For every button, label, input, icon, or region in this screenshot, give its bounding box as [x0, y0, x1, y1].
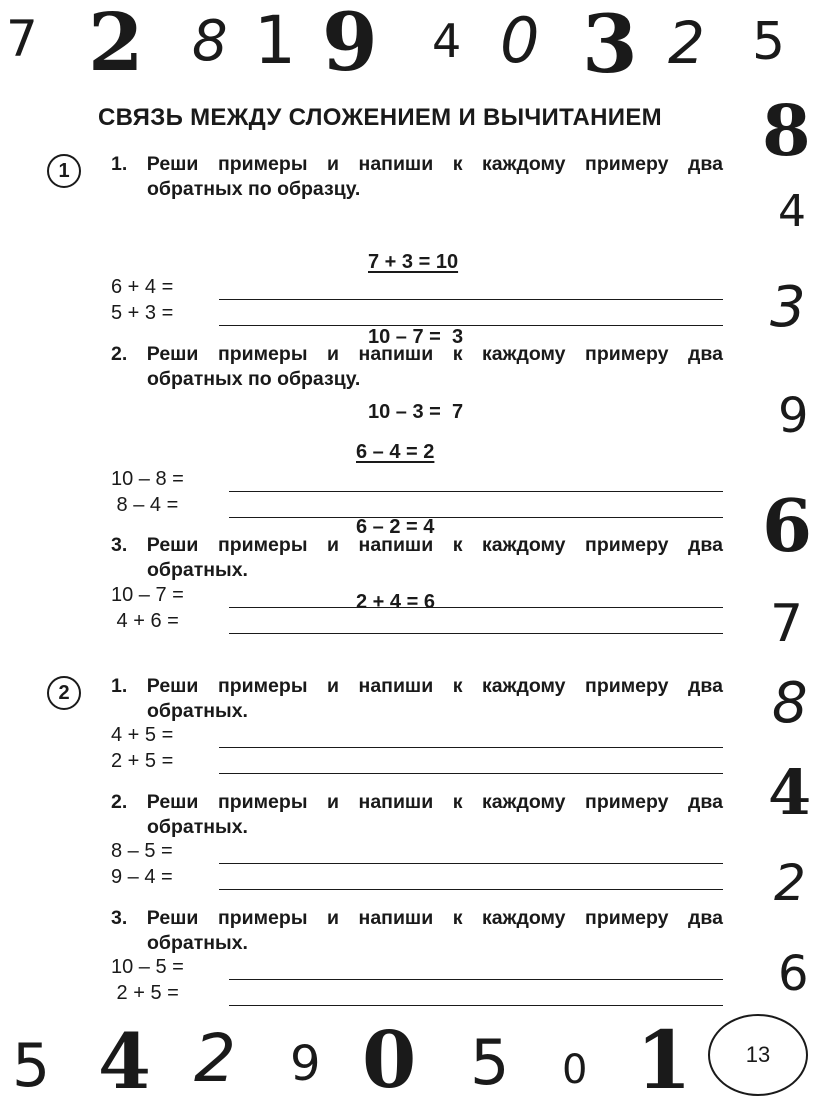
decor-digit: 2 [194, 1020, 236, 1097]
decor-digit: 3 [582, 0, 638, 91]
decor-digit: 4 [768, 756, 812, 829]
answer-row[interactable] [111, 276, 723, 302]
answer-line[interactable] [229, 517, 723, 518]
answer-line[interactable] [219, 747, 723, 748]
answer-row[interactable] [111, 302, 723, 328]
answer-row[interactable] [111, 584, 723, 610]
task-instruction [111, 342, 723, 392]
exercise-number-badge: 2 [47, 676, 81, 710]
exercise-number-badge: 1 [47, 154, 81, 188]
decor-digit: 4 [778, 186, 806, 237]
sample-line: 10 – 3 = 7 [368, 401, 464, 423]
problem-expression: 8 – 5 = [111, 840, 173, 862]
problem-expression: 4 + 6 = [111, 610, 179, 632]
page-title: СВЯЗЬ МЕЖДУ СЛОЖЕНИЕМ И ВЫЧИТАНИЕМ [98, 104, 662, 131]
task-instruction-line: 3. Реши примеры и напиши к каждому примеру два [111, 534, 723, 556]
decor-digit: 8 [192, 9, 228, 74]
problem-expression: 8 – 4 = [111, 494, 179, 516]
decor-digit: 3 [770, 275, 806, 340]
answer-row[interactable] [111, 468, 723, 494]
problem-expression: 9 – 4 = [111, 866, 173, 888]
answer-line[interactable] [219, 299, 723, 300]
decor-digit: 4 [432, 14, 462, 68]
task-instruction-line: 2. Реши примеры и напиши к каждому примеру два [111, 343, 723, 365]
decor-digit: 6 [762, 483, 813, 568]
sample-line: 2 + 4 = 6 [356, 591, 435, 613]
answer-row[interactable] [111, 610, 723, 636]
problem-expression: 2 + 5 = [111, 750, 174, 772]
answer-line[interactable] [219, 863, 723, 864]
decor-digit: 9 [322, 0, 378, 89]
task-instruction-line: обратных. [147, 559, 248, 581]
decor-digit: 5 [752, 12, 786, 72]
decor-digit: 0 [500, 4, 540, 77]
answer-line[interactable] [219, 325, 723, 326]
problem-expression: 6 + 4 = [111, 276, 174, 298]
problem-expression: 4 + 5 = [111, 724, 174, 746]
task-instruction-line: обратных по образцу. [147, 368, 361, 390]
decor-digit: 2 [668, 9, 705, 77]
decor-digit: 1 [254, 2, 296, 79]
decor-digit: 8 [772, 671, 808, 736]
answer-line[interactable] [229, 607, 723, 608]
decor-digit: 4 [98, 1017, 151, 1106]
decor-digit: 2 [774, 854, 806, 912]
task-instruction [111, 790, 723, 840]
decor-digit: 9 [290, 1036, 321, 1092]
answer-row[interactable] [111, 750, 723, 776]
task-instruction-line: 1. Реши примеры и напиши к каждому примеру два [111, 675, 723, 697]
answer-line[interactable] [229, 979, 723, 980]
problem-expression: 10 – 7 = [111, 584, 184, 606]
page-number: 13 [708, 1014, 808, 1096]
task-instruction-line: 3. Реши примеры и напиши к каждому примеру два [111, 907, 723, 929]
task-instruction-line: обратных. [147, 932, 248, 954]
task-instruction-line: 1. Реши примеры и напиши к каждому примеру два [111, 153, 723, 175]
answer-row[interactable] [111, 866, 723, 892]
decor-digit: 7 [6, 10, 38, 68]
decor-digit: 0 [562, 1047, 588, 1093]
answer-row[interactable] [111, 982, 723, 1008]
problem-expression: 10 – 5 = [111, 956, 184, 978]
decor-digit: 5 [12, 1031, 51, 1101]
sample-line: 6 – 2 = 4 [356, 516, 435, 538]
task-instruction [111, 152, 723, 202]
task-instruction-line: обратных. [147, 816, 248, 838]
decor-digit: 8 [762, 89, 811, 172]
task-instruction-line: обратных. [147, 700, 248, 722]
problem-expression: 5 + 3 = [111, 302, 174, 324]
answer-line[interactable] [229, 1005, 723, 1006]
task-instruction [111, 906, 723, 956]
task-instruction-line: 2. Реши примеры и напиши к каждому примеру два [111, 791, 723, 813]
answer-row[interactable] [111, 956, 723, 982]
sample-line: 6 – 4 = 2 [356, 441, 435, 463]
decor-digit: 7 [770, 594, 804, 654]
answer-line[interactable] [219, 773, 723, 774]
answer-row[interactable] [111, 840, 723, 866]
decor-digit: 9 [778, 388, 809, 444]
decor-digit: 2 [88, 0, 144, 89]
decor-digit: 0 [362, 1015, 417, 1106]
task-instruction [111, 533, 723, 583]
answer-line[interactable] [229, 491, 723, 492]
task-instruction [111, 674, 723, 724]
task-instruction-line: обратных по образцу. [147, 178, 361, 200]
answer-row[interactable] [111, 494, 723, 520]
decor-digit: 6 [778, 946, 809, 1002]
decor-digit: 5 [470, 1026, 510, 1099]
answer-line[interactable] [229, 633, 723, 634]
sample-line: 7 + 3 = 10 [368, 251, 459, 273]
problem-expression: 10 – 8 = [111, 468, 184, 490]
answer-row[interactable] [111, 724, 723, 750]
problem-expression: 2 + 5 = [111, 982, 179, 1004]
decor-digit: 1 [636, 1013, 692, 1107]
answer-line[interactable] [219, 889, 723, 890]
sample-line: 10 – 7 = 3 [368, 326, 464, 348]
